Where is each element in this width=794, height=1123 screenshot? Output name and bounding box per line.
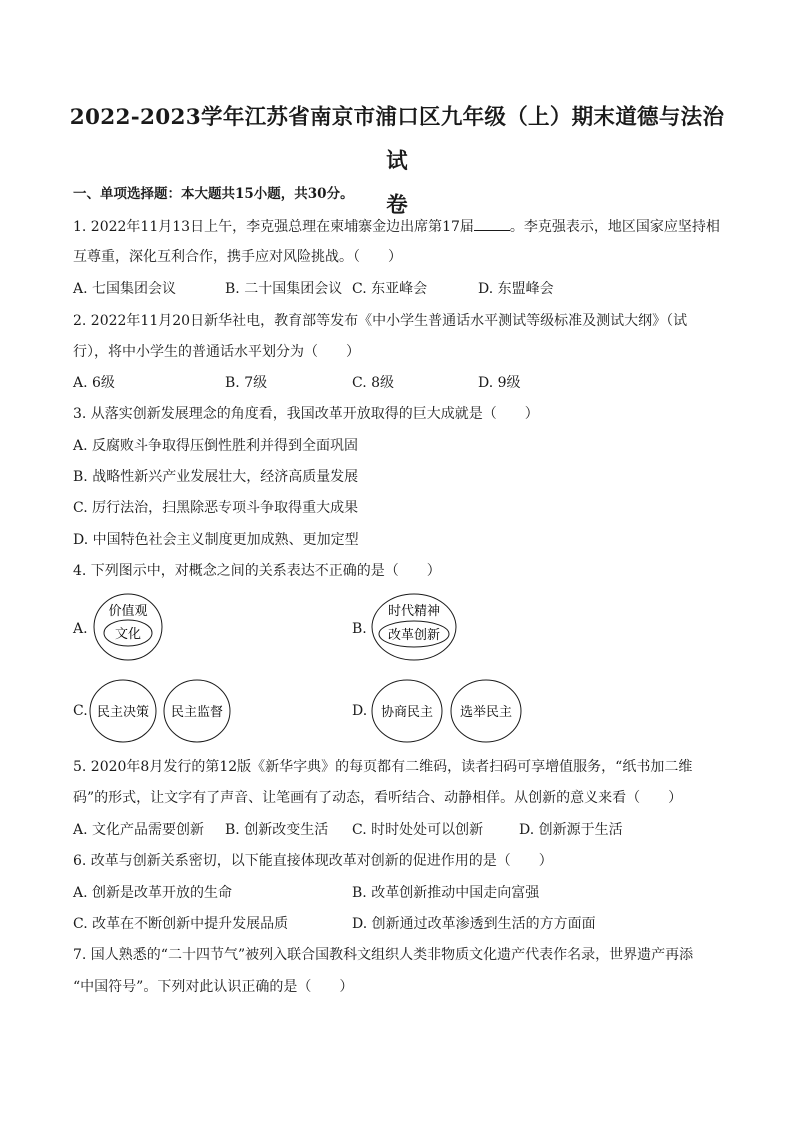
question-1-option-c: C. 东亚峰会 [352, 281, 428, 297]
question-1-option-d: D. 东盟峰会 [478, 281, 554, 297]
diagram-a-inner-label: 文化 [114, 627, 142, 642]
question-5-option-b: B. 创新改变生活 [225, 822, 329, 838]
question-1-text-b: 。李克强表示，地区国家应坚持相 [509, 219, 720, 235]
question-5-line-2: 码”的形式，让文字有了声音、让笔画有了动态，看听结合、动静相佯。从创新的意义来看（ ） [73, 790, 683, 806]
question-6-option-b: B. 改革创新推动中国走向富强 [352, 885, 540, 901]
diagram-c-left-label: 民主决策 [96, 705, 150, 720]
question-4-option-c: C. [73, 703, 88, 719]
question-1-text-a: 1. 2022年11月13日上午，李克强总理在柬埔寨金边出席第17届 [73, 219, 474, 235]
exam-title-line-2: 卷 [386, 193, 408, 218]
question-3-option-a: A. 反腐败斗争取得压倒性胜利并得到全面巩固 [73, 438, 359, 454]
diagram-b-nested-circles [370, 592, 458, 662]
question-2-option-c: C. 8级 [352, 375, 395, 391]
question-6-option-c: C. 改革在不断创新中提升发展品质 [73, 916, 289, 932]
question-2-line-1: 2. 2022年11月20日新华社电，教育部等发布《中小学生普通话水平测试等级标准及测试大纲》（试 [73, 313, 688, 329]
question-7-line-1: 7. 国人熟悉的“二十四节气”被列入联合国教科文组织人类非物质文化遗产代表作名录，世界遗产再添 [73, 947, 694, 963]
question-2-line-2: 行），将中小学生的普通话水平划分为（ ） [73, 344, 360, 360]
question-6-option-d: D. 创新通过改革渗透到生活的方方面面 [352, 916, 596, 932]
question-4-option-b: B. [352, 621, 367, 637]
question-4-line-1: 4. 下列图示中，对概念之间的关系表达不正确的是（ ） [73, 563, 441, 579]
exam-title [60, 96, 734, 228]
section-heading: 一、单项选择题：本大题共15小题，共30分。 [73, 186, 354, 202]
diagram-d-right-label: 选举民主 [459, 705, 513, 720]
answer-blank [474, 216, 510, 231]
question-5-option-d: D. 创新源于生活 [519, 822, 623, 838]
question-2-option-d: D. 9级 [478, 375, 521, 391]
question-4-option-d: D. [352, 703, 368, 719]
diagram-b-outer-label: 时代精神 [387, 604, 441, 619]
question-3-option-b: B. 战略性新兴产业发展壮大，经济高质量发展 [73, 469, 359, 485]
question-3-line-1: 3. 从落实创新发展理念的角度看，我国改革开放取得的巨大成就是（ ） [73, 406, 539, 422]
question-5-option-a: A. 文化产品需要创新 [73, 822, 205, 838]
question-2-option-a: A. 6级 [73, 375, 115, 391]
question-5-option-c: C. 时时处处可以创新 [352, 822, 484, 838]
diagram-a-outer-label: 价值观 [108, 604, 148, 619]
question-3-option-d: D. 中国特色社会主义制度更加成熟、更加定型 [73, 532, 359, 548]
question-2-option-b: B. 7级 [225, 375, 268, 391]
diagram-d-separate-circles [370, 678, 528, 744]
question-6-line-1: 6. 改革与创新关系密切，以下能直接体现改革对创新的促进作用的是（ ） [73, 853, 553, 869]
question-1-option-a: A. 七国集团会议 [73, 281, 177, 297]
diagram-b-inner-label: 改革创新 [387, 628, 441, 643]
diagram-d-left-label: 协商民主 [380, 705, 434, 720]
question-7-line-2: “中国符号”。下列对此认识正确的是（ ） [73, 979, 354, 995]
diagram-c-separate-circles [88, 678, 238, 744]
diagram-c-right-label: 民主监督 [170, 705, 224, 720]
question-5-line-1: 5. 2020年8月发行的第12版《新华字典》的每页都有二维码，读者扫码可享增值服务，“纸书加二维 [73, 759, 693, 775]
question-6-option-a: A. 创新是改革开放的生命 [73, 885, 233, 901]
question-1-option-b: B. 二十国集团会议 [225, 281, 343, 297]
question-3-option-c: C. 厉行法治，扫黑除恶专项斗争取得重大成果 [73, 500, 359, 516]
exam-title-line-1: 2022-2023学年江苏省南京市浦口区九年级（上）期末道德与法治试 [69, 105, 725, 174]
question-1-line-1 [73, 216, 720, 237]
diagram-a-nested-circles [92, 592, 164, 662]
question-1-line-2: 互尊重，深化互利合作，携手应对风险挑战。（ ） [73, 249, 402, 265]
question-4-option-a: A. [73, 621, 88, 637]
